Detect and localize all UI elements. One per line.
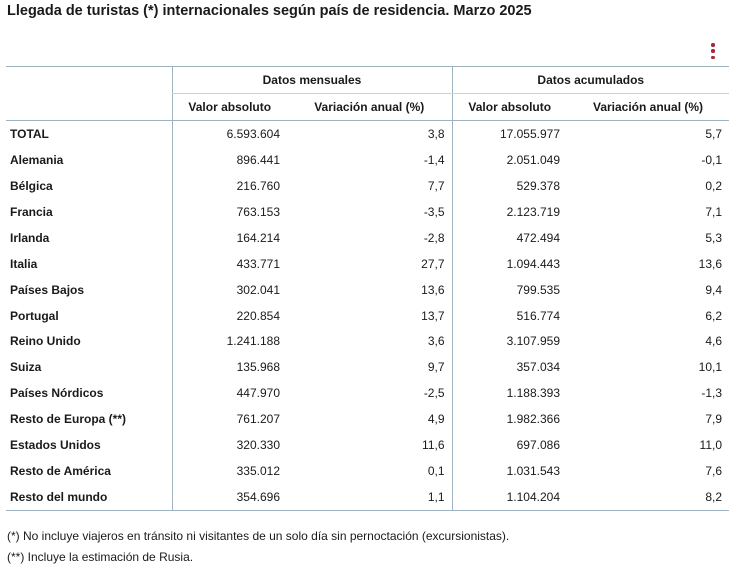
header-corner: [6, 67, 172, 94]
row-label: Países Bajos: [10, 282, 85, 297]
cell-var-monthly: 13,7: [421, 308, 445, 323]
cell-abs-monthly: 447.970: [172, 380, 287, 406]
row-label: Reino Unido: [10, 334, 81, 349]
cell-abs-cumulative: 1.031.543: [452, 458, 567, 484]
cell-var-cumulative: 4,6: [705, 334, 723, 349]
cell-var-cumulative: 5,3: [705, 230, 723, 245]
cell-var-cumulative: 6,2: [705, 308, 723, 323]
table-row: [6, 121, 729, 147]
cell-var-monthly: -3,5: [423, 204, 445, 219]
cell-abs-monthly: 896.441: [172, 147, 287, 173]
row-label: Francia: [10, 204, 53, 219]
cell-var-cumulative: 5,7: [705, 126, 723, 141]
cell-var-monthly: 13,6: [421, 282, 445, 297]
cell-var-cumulative: 8,2: [567, 484, 729, 510]
cell-abs-monthly: 354.696: [172, 484, 287, 510]
row-label: Resto de América: [10, 464, 111, 479]
cell-abs-cumulative: 799.535: [452, 277, 567, 303]
menu-dot: [711, 49, 715, 53]
cell-var-monthly: 3,6: [427, 334, 445, 349]
row-label: Irlanda: [10, 230, 50, 245]
cell-abs-cumulative: 3.107.959: [452, 329, 567, 355]
cell-var-cumulative: 11,0: [699, 438, 723, 453]
cell-var-monthly: -1,4: [423, 152, 445, 167]
row-label: Italia: [10, 256, 38, 271]
menu-dot: [711, 43, 715, 47]
table-row: [6, 251, 729, 277]
cell-abs-cumulative: 516.774: [452, 303, 567, 329]
cell-abs-cumulative: 1.104.204: [452, 484, 567, 510]
cell-abs-cumulative: 2.123.719: [452, 199, 567, 225]
row-label: Países Nórdicos: [10, 386, 104, 401]
cell-var-cumulative: 7,1: [705, 204, 723, 219]
cell-abs-cumulative: 1.188.393: [452, 380, 567, 406]
table-row: [6, 277, 729, 303]
cell-abs-cumulative: 1.094.443: [452, 251, 567, 277]
cell-abs-monthly: 6.593.604: [172, 121, 287, 147]
col-header-abs-cumulative: Valor absoluto: [452, 94, 567, 121]
col-header-var-monthly: Variación anual (%): [287, 94, 452, 121]
footnote: (*) No incluye viajeros en tránsito ni visitantes de un solo día sin pernoctación (excursionistas).: [7, 529, 510, 543]
cell-var-cumulative: -1,3: [701, 386, 723, 401]
table-row: [6, 147, 729, 173]
cell-abs-monthly: 135.968: [172, 354, 287, 380]
vertical-ellipsis-icon[interactable]: [709, 43, 717, 59]
row-label: Alemania: [10, 152, 64, 167]
group-header-monthly: Datos mensuales: [172, 67, 452, 94]
col-header-var-cumulative: Variación anual (%): [567, 94, 729, 121]
page-title: Llegada de turistas (*) internacionales según país de residencia. Marzo 2025: [7, 3, 532, 19]
cell-abs-monthly: 763.153: [172, 199, 287, 225]
table-row: [6, 173, 729, 199]
cell-var-monthly: -2,5: [423, 386, 445, 401]
cell-var-monthly: 11,6: [422, 438, 445, 453]
row-label: Resto de Europa (**): [10, 412, 127, 427]
cell-var-cumulative: 7,6: [705, 464, 723, 479]
table-row: [6, 484, 729, 510]
cell-var-monthly: 9,7: [427, 360, 445, 375]
table-row: [6, 458, 729, 484]
cell-var-cumulative: 9,4: [705, 282, 723, 297]
cell-var-cumulative: 13,6: [698, 256, 723, 271]
table-row: [6, 406, 729, 432]
cell-abs-monthly: 335.012: [172, 458, 287, 484]
cell-abs-monthly: 320.330: [172, 432, 287, 458]
row-label: Suiza: [10, 360, 42, 375]
cell-var-monthly: 3,8: [427, 126, 445, 141]
cell-var-cumulative: -0,1: [701, 152, 723, 167]
footnote: (**) Incluye la estimación de Rusia.: [7, 550, 194, 564]
cell-var-monthly: 4,9: [427, 412, 445, 427]
row-label: TOTAL: [10, 126, 49, 141]
col-header-abs-monthly: Valor absoluto: [172, 94, 287, 121]
cell-abs-cumulative: 697.086: [452, 432, 567, 458]
cell-abs-cumulative: 1.982.366: [452, 406, 567, 432]
table-row: [6, 329, 729, 355]
header-corner-sub: [6, 94, 172, 121]
cell-abs-monthly: 164.214: [172, 225, 287, 251]
cell-abs-monthly: 302.041: [172, 277, 287, 303]
row-label: Portugal: [10, 308, 59, 323]
cell-abs-cumulative: 529.378: [452, 173, 567, 199]
row-label: Bélgica: [10, 178, 53, 193]
table-row: [6, 432, 729, 458]
table-row: [6, 199, 729, 225]
row-label: Estados Unidos: [10, 438, 101, 453]
cell-abs-cumulative: 17.055.977: [452, 121, 567, 147]
cell-abs-cumulative: 2.051.049: [452, 147, 567, 173]
table-row: [6, 303, 729, 329]
menu-dot: [711, 56, 715, 60]
cell-var-cumulative: 0,2: [705, 178, 723, 193]
cell-abs-cumulative: 472.494: [452, 225, 567, 251]
tourist-arrivals-table: [6, 66, 729, 511]
cell-abs-monthly: 220.854: [172, 303, 287, 329]
row-label: Resto del mundo: [6, 484, 172, 510]
table-row: [6, 225, 729, 251]
group-header-cumulative: Datos acumulados: [452, 67, 729, 94]
cell-var-monthly: 1,1: [287, 484, 452, 510]
cell-var-monthly: -2,8: [423, 230, 445, 245]
cell-abs-cumulative: 357.034: [452, 354, 567, 380]
table-row: [6, 380, 729, 406]
table-row: [6, 354, 729, 380]
cell-var-cumulative: 10,1: [698, 360, 723, 375]
cell-abs-monthly: 216.760: [172, 173, 287, 199]
cell-var-monthly: 0,1: [427, 464, 445, 479]
cell-var-monthly: 27,7: [421, 256, 445, 271]
cell-var-monthly: 7,7: [427, 178, 445, 193]
cell-abs-monthly: 1.241.188: [172, 329, 287, 355]
cell-abs-monthly: 433.771: [172, 251, 287, 277]
cell-var-cumulative: 7,9: [705, 412, 723, 427]
cell-abs-monthly: 761.207: [172, 406, 287, 432]
